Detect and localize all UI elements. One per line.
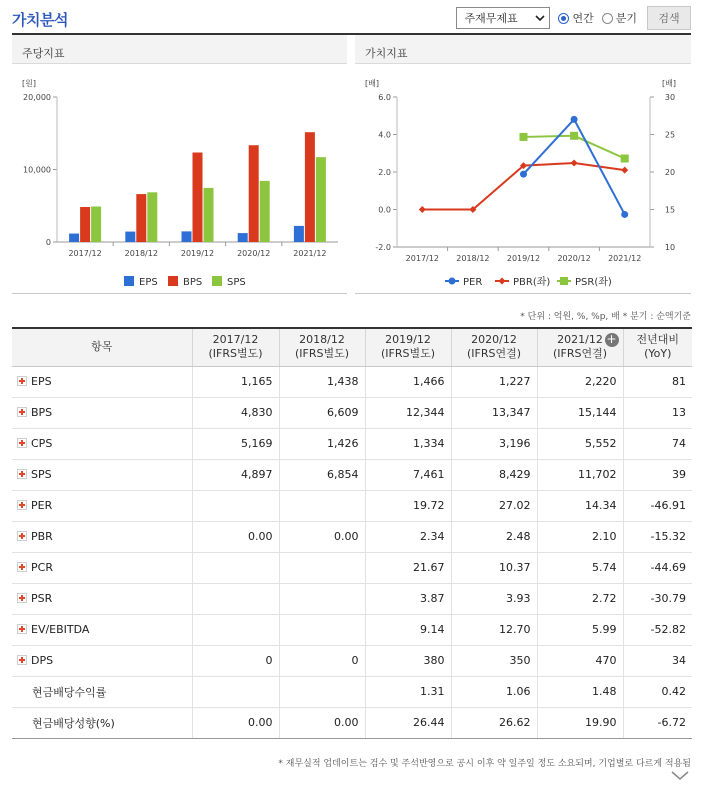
table-row (12, 552, 692, 583)
expand-plus-icon[interactable] (17, 531, 27, 541)
legend-swatch-sps (212, 276, 222, 286)
header-period (365, 328, 451, 366)
x-tick-label: 2020/12 (557, 254, 591, 263)
statement-type-select[interactable] (456, 7, 550, 29)
expand-chevron-icon[interactable] (671, 771, 689, 781)
right-tick-label: 30 (664, 93, 676, 102)
legend-label-pbr: PBR(좌) (513, 277, 551, 288)
legend-label-sps: SPS (227, 277, 246, 288)
expand-plus-icon[interactable] (17, 562, 27, 572)
value-cell: 21.67 (365, 552, 451, 583)
value-cell: 5.74 (537, 552, 623, 583)
legend-swatch-eps (124, 276, 134, 286)
point-pbr (621, 167, 628, 174)
header-line2: (YoY) (644, 347, 672, 361)
row-label: EV/EBITDA (31, 623, 90, 636)
table-row (12, 645, 692, 676)
yoy-cell: -15.32 (623, 521, 692, 552)
valuation-panel (355, 35, 691, 294)
header-line2: (IFRS별도) (294, 347, 350, 361)
row-label-cell[interactable] (12, 645, 192, 676)
expand-plus-icon[interactable] (17, 624, 27, 634)
value-cell: 15,144 (537, 397, 623, 428)
header-item (12, 328, 192, 366)
value-cell: 1,334 (365, 428, 451, 459)
point-per (520, 171, 527, 178)
row-label: PBR (31, 530, 53, 543)
header-line1: 2017/12 (212, 333, 259, 347)
table-row (12, 676, 692, 707)
y-axis-unit-label: [원] (22, 79, 36, 88)
legend-marker-per (449, 278, 456, 285)
bar-sps (91, 206, 101, 242)
table-body (12, 366, 692, 738)
radio-annual[interactable] (558, 10, 593, 26)
value-cell: 12.70 (451, 614, 537, 645)
header-line1: 2020/12 (471, 333, 517, 347)
value-cell: 0.00 (192, 521, 279, 552)
value-cell: 2.10 (537, 521, 623, 552)
bar-sps (204, 188, 214, 242)
radio-quarterly-label: 분기 (615, 12, 637, 25)
value-cell: 2.72 (537, 583, 623, 614)
value-cell: 5,552 (537, 428, 623, 459)
bar-eps (294, 226, 304, 242)
yoy-cell: 81 (623, 366, 692, 397)
value-cell: 3,196 (451, 428, 537, 459)
per-share-panel (12, 35, 347, 294)
value-cell: 26.44 (365, 707, 451, 738)
left-tick-label: -2.0 (375, 243, 391, 252)
header-line2: (IFRS별도) (380, 347, 436, 361)
row-label: DPS (31, 654, 54, 667)
yoy-cell: 74 (623, 428, 692, 459)
value-cell: 0.00 (279, 707, 365, 738)
row-label: 현금배당수익률 (32, 685, 107, 699)
yoy-cell: -52.82 (623, 614, 692, 645)
expand-plus-icon[interactable] (17, 500, 27, 510)
value-cell: 13,347 (451, 397, 537, 428)
value-cell: 27.02 (451, 490, 537, 521)
value-cell: 4,830 (192, 397, 279, 428)
point-pbr (419, 206, 426, 213)
yoy-cell: -6.72 (623, 707, 692, 738)
left-tick-label: 0.0 (378, 205, 391, 215)
value-cell: 3.87 (365, 583, 451, 614)
table-header-row (12, 328, 692, 366)
value-cell: 1.06 (451, 676, 537, 707)
x-tick-label: 2021/12 (293, 249, 327, 258)
expand-plus-icon[interactable] (17, 655, 27, 665)
value-cell (279, 552, 365, 583)
radio-quarterly[interactable] (602, 10, 637, 26)
bar-eps (238, 233, 248, 242)
value-cell: 0.00 (279, 521, 365, 552)
header-line1: 전년대비 (636, 333, 679, 347)
bar-sps (316, 157, 326, 242)
row-label-cell[interactable] (12, 459, 192, 490)
value-cell: 1,165 (192, 366, 279, 397)
yoy-cell: 39 (623, 459, 692, 490)
legend-label-eps: EPS (139, 277, 158, 288)
value-cell: 19.90 (537, 707, 623, 738)
right-tick-label: 15 (664, 205, 676, 215)
x-tick-label: 2017/12 (68, 249, 102, 258)
header-line2: (IFRS별도) (208, 347, 263, 361)
left-tick-label: 6.0 (378, 93, 391, 102)
table-row (12, 490, 692, 521)
table-row (12, 707, 692, 738)
expand-plus-icon[interactable] (17, 376, 27, 386)
point-per (571, 116, 578, 123)
header-line2: (IFRS연결) (552, 347, 608, 361)
table-row (12, 459, 692, 490)
header-period (279, 328, 365, 366)
y-tick-label: 0 (45, 238, 51, 247)
value-cell: 3.93 (451, 583, 537, 614)
row-label: BPS (31, 406, 53, 419)
value-cell: 9.14 (365, 614, 451, 645)
bar-bps (193, 153, 203, 242)
radio-quarterly-dot[interactable] (602, 13, 613, 24)
value-cell: 11,702 (537, 459, 623, 490)
value-cell (279, 583, 365, 614)
row-label-cell (12, 707, 192, 738)
value-cell: 14.34 (537, 490, 623, 521)
yoy-cell: 0.42 (623, 676, 692, 707)
value-cell: 1.31 (365, 676, 451, 707)
legend-label-per: PER (463, 277, 483, 288)
header-line1: 항목 (91, 340, 113, 354)
header-period (537, 328, 623, 366)
table-row (12, 521, 692, 552)
radio-annual-dot[interactable] (558, 13, 569, 24)
point-psr (621, 155, 629, 163)
value-cell: 4,897 (192, 459, 279, 490)
value-cell: 350 (451, 645, 537, 676)
value-cell: 5.99 (537, 614, 623, 645)
expand-plus-icon[interactable] (17, 407, 27, 417)
x-tick-label: 2021/12 (608, 254, 642, 263)
row-label: PER (31, 499, 53, 512)
table-row (12, 583, 692, 614)
table-row (12, 366, 692, 397)
x-tick-label: 2018/12 (124, 249, 158, 258)
header-line2: (IFRS연결) (466, 347, 522, 361)
row-label-cell[interactable] (12, 552, 192, 583)
value-cell: 2.34 (365, 521, 451, 552)
yoy-cell: -44.69 (623, 552, 692, 583)
add-period-icon[interactable]: + (606, 332, 617, 346)
row-label-cell[interactable] (12, 583, 192, 614)
bar-bps (249, 145, 259, 242)
page-title: 가치분석 (12, 11, 68, 29)
value-cell: 1.48 (537, 676, 623, 707)
legend-marker-psr (560, 277, 568, 285)
x-tick-label: 2019/12 (180, 249, 215, 258)
value-cell: 2.48 (451, 521, 537, 552)
row-label-cell[interactable] (12, 521, 192, 552)
y-tick-label: 20,000 (23, 93, 51, 102)
row-label: EPS (31, 375, 52, 388)
header-period (451, 328, 537, 366)
bar-bps (305, 132, 315, 242)
point-pbr (571, 160, 578, 167)
value-cell (192, 490, 279, 521)
bar-bps (80, 207, 90, 242)
table-row (12, 428, 692, 459)
row-label-cell[interactable] (12, 428, 192, 459)
row-label-cell[interactable] (12, 614, 192, 645)
value-cell (192, 614, 279, 645)
point-per (621, 211, 628, 218)
series-line-pbr (422, 163, 624, 210)
value-cell: 5,169 (192, 428, 279, 459)
chevron-down-icon (535, 15, 545, 21)
value-cell: 0.00 (192, 707, 279, 738)
expand-plus-icon[interactable] (17, 469, 27, 479)
point-psr (570, 132, 578, 140)
bar-sps (260, 181, 270, 242)
x-tick-label: 2019/12 (506, 254, 541, 263)
expand-plus-icon[interactable] (17, 593, 27, 603)
footnote: * 재무실적 업데이트는 검수 및 주석반영으로 공시 이후 약 일주일 정도 소요되며, 기업별로 다르게 적용됨 (278, 759, 691, 769)
controls-bar (456, 6, 691, 30)
row-label-cell[interactable] (12, 366, 192, 397)
table-row (12, 614, 692, 645)
right-tick-label: 25 (664, 130, 676, 140)
radio-annual-label: 연간 (572, 12, 594, 25)
legend-label-psr: PSR(좌) (575, 277, 612, 288)
expand-plus-icon[interactable] (17, 438, 27, 448)
per-share-panel-title: 주당지표 (12, 35, 347, 64)
valuation-line-chart (355, 64, 691, 293)
value-cell: 6,854 (279, 459, 365, 490)
value-cell: 7,461 (365, 459, 451, 490)
valuation-panel-title: 가치지표 (355, 35, 691, 64)
search-button[interactable]: 검색 (647, 6, 691, 30)
legend-swatch-bps (168, 276, 178, 286)
bar-bps (136, 194, 146, 242)
row-label: PSR (31, 592, 53, 605)
header-period (623, 328, 692, 366)
legend-label-bps: BPS (183, 277, 203, 288)
row-label: PCR (31, 561, 53, 574)
value-cell: 8,429 (451, 459, 537, 490)
point-psr (520, 133, 528, 141)
row-label-cell[interactable] (12, 490, 192, 521)
header-period (192, 328, 279, 366)
value-cell (192, 552, 279, 583)
bar-eps (125, 232, 135, 242)
yoy-cell: 34 (623, 645, 692, 676)
per-share-bar-chart (12, 64, 347, 293)
value-cell: 1,227 (451, 366, 537, 397)
table-row (12, 397, 692, 428)
header-line1: 2021/12 (557, 333, 603, 347)
value-cell: 12,344 (365, 397, 451, 428)
yoy-cell: -46.91 (623, 490, 692, 521)
row-label: CPS (31, 437, 53, 450)
value-cell: 10.37 (451, 552, 537, 583)
value-cell: 19.72 (365, 490, 451, 521)
right-tick-label: 20 (664, 168, 676, 177)
value-cell (279, 676, 365, 707)
value-cell: 1,438 (279, 366, 365, 397)
value-cell: 0 (279, 645, 365, 676)
header-line1: 2018/12 (299, 333, 345, 347)
legend-marker-pbr (499, 278, 506, 285)
value-cell: 0 (192, 645, 279, 676)
select-value: 주재무제표 (464, 12, 518, 25)
value-cell (279, 614, 365, 645)
x-tick-label: 2018/12 (456, 254, 490, 263)
value-cell: 2,220 (537, 366, 623, 397)
left-axis-unit-label: [배] (365, 79, 379, 88)
left-tick-label: 4.0 (378, 130, 391, 140)
value-cell (192, 583, 279, 614)
y-tick-label: 10,000 (23, 165, 51, 175)
right-axis-unit-label: [배] (662, 79, 676, 88)
yoy-cell: -30.79 (623, 583, 692, 614)
value-cell: 26.62 (451, 707, 537, 738)
value-cell: 470 (537, 645, 623, 676)
value-cell: 1,466 (365, 366, 451, 397)
row-label-cell[interactable] (12, 397, 192, 428)
right-tick-label: 10 (664, 243, 676, 252)
bar-eps (69, 234, 79, 242)
valuation-table (12, 327, 692, 739)
x-tick-label: 2020/12 (237, 249, 271, 258)
row-label: 현금배당성향(%) (32, 716, 115, 730)
x-tick-label: 2017/12 (405, 254, 439, 263)
value-cell: 1,426 (279, 428, 365, 459)
row-label: SPS (31, 468, 52, 481)
units-note: * 단위 : 억원, %, %p, 배 * 분기 : 순액기준 (520, 312, 691, 322)
row-label-cell (12, 676, 192, 707)
yoy-cell: 13 (623, 397, 692, 428)
bar-sps (147, 192, 157, 242)
value-cell (279, 490, 365, 521)
header-line1: 2019/12 (385, 333, 431, 347)
value-cell: 380 (365, 645, 451, 676)
left-tick-label: 2.0 (378, 168, 391, 177)
value-cell (192, 676, 279, 707)
value-cell: 6,609 (279, 397, 365, 428)
bar-eps (182, 231, 192, 242)
